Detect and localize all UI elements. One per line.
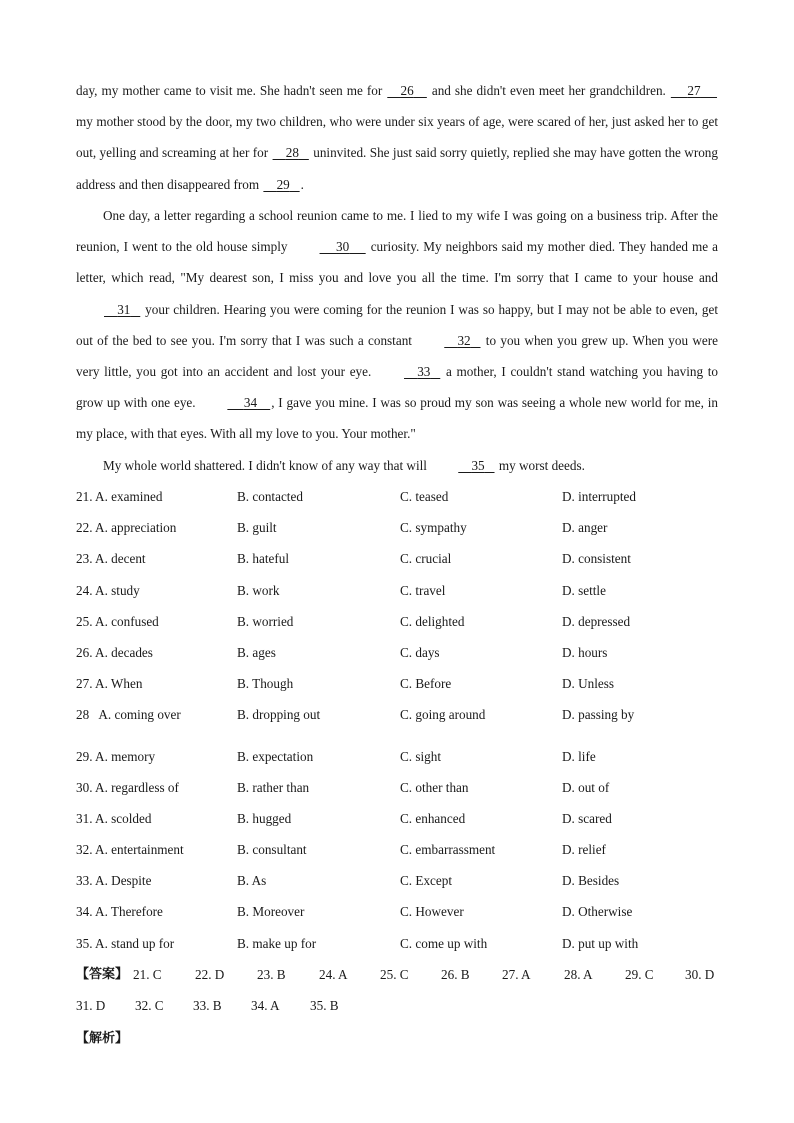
question-row-24 [76, 575, 726, 606]
question-row-22 [76, 512, 726, 543]
option-a: 29. A. memory [76, 748, 156, 764]
blank-32: 32 [457, 332, 471, 348]
option-a: 22. A. appreciation [76, 520, 177, 536]
question-row-31 [76, 803, 726, 834]
passage-text: One day, a letter regarding a school reunion came to me. I lied to my wife I was going on a business trip. After the reunion, I went to the old house simply [76, 208, 718, 255]
answer-item: 26. B [441, 967, 470, 982]
option-c: C. sympathy [400, 520, 467, 536]
answer-line-1 [76, 959, 726, 990]
question-row-25 [76, 606, 726, 637]
blank-27: 27 [687, 83, 701, 98]
passage-text: your children. Hearing you were coming for the reunion I was so happy, but I may not be able to even, get out of the bed to see you. I'm sorry that I was such a constant [76, 301, 718, 348]
passage-text: and she didn't even meet her grandchildren. [427, 83, 670, 98]
option-b: B. Moreover [237, 904, 305, 920]
option-b: B. work [237, 582, 280, 598]
option-b: B. worried [237, 613, 294, 629]
blank-31: 31 [117, 301, 131, 317]
question-row-28 [76, 699, 726, 730]
option-d: D. anger [562, 520, 608, 536]
option-b: B. hugged [237, 810, 292, 826]
passage-text: day, my mother came to visit me. She hadn't seen me for [76, 83, 387, 98]
option-d: D. put up with [562, 935, 639, 951]
answer-item: 25. C [380, 967, 409, 982]
option-d: D. depressed [562, 613, 631, 629]
option-c: C. delighted [400, 613, 465, 629]
option-b: B. contacted [237, 489, 303, 504]
option-c: C. days [400, 644, 440, 660]
question-row-30 [76, 772, 726, 803]
passage-text: My whole world shattered. I didn't know of any way that will [103, 458, 431, 473]
option-d: D. Unless [562, 676, 615, 692]
answer-item: 31. D [76, 998, 106, 1014]
analysis-label: 【解析】 [76, 1031, 129, 1046]
option-a: 21. A. examined [76, 489, 163, 504]
passage-text: curiosity. My neighbors said my mother died. They handed me a letter, which read, "My dearest son, I miss you and love you all the time. I'm sorry that I came to your house and [76, 239, 718, 286]
option-b: B. consultant [237, 842, 307, 858]
option-a: 33. A. Despite [76, 873, 152, 889]
option-d: D. interrupted [562, 489, 636, 504]
answer-item: 29. C [625, 967, 654, 982]
analysis-heading [76, 1022, 128, 1054]
answer-item: 28. A [564, 967, 593, 982]
blank-34: 34 [243, 395, 258, 411]
question-row-34 [76, 896, 726, 927]
option-d: D. scared [562, 810, 612, 826]
blank-28: 28 [285, 145, 299, 161]
option-c: C. crucial [400, 551, 452, 567]
passage-paragraph-2 [76, 200, 718, 450]
option-c: C. embarrassment [400, 842, 496, 858]
answer-item: 24. A [319, 967, 348, 982]
question-options [76, 481, 726, 959]
passage-text: my mother stood by the door, my two children, who were under six years of age, were scared of her, just asked her to get out, yelling and screaming at her for [76, 114, 718, 161]
option-b: B. make up for [237, 935, 317, 951]
option-d: D. settle [562, 582, 606, 598]
option-d: D. passing by [562, 707, 635, 723]
option-c: C. enhanced [400, 810, 466, 826]
option-a: 30. A. regardless of [76, 779, 179, 795]
blank-33: 33 [417, 364, 431, 380]
answer-item: 30. D [685, 967, 715, 982]
passage-text: to you when you grew up. When you were very little, you got into an accident and lost your eye. [76, 332, 718, 380]
question-row-23 [76, 543, 726, 574]
answer-item: 34. A [251, 998, 280, 1014]
option-c: C. However [400, 904, 464, 920]
option-d: D. relief [562, 842, 606, 858]
option-d: D. hours [562, 644, 608, 660]
answer-item: 27. A [502, 967, 531, 982]
option-a: 32. A. entertainment [76, 842, 184, 858]
option-a: 25. A. confused [76, 613, 159, 629]
answer-item: 33. B [193, 998, 222, 1014]
option-a: 23. A. decent [76, 551, 146, 567]
option-b: B. dropping out [237, 707, 321, 723]
answer-key [76, 959, 726, 1021]
option-a: 24. A. study [76, 582, 140, 598]
answer-item: 21. C [133, 967, 162, 982]
question-row-26 [76, 637, 726, 668]
answer-item: 35. B [310, 998, 339, 1014]
question-row-21 [76, 481, 726, 512]
option-a: 31. A. scolded [76, 810, 152, 826]
passage-text: a mother, I couldn't stand watching you having to grow up with one eye. [76, 364, 719, 411]
option-b: B. rather than [237, 779, 310, 795]
answer-item: 22. D [195, 967, 225, 982]
option-c: C. sight [400, 748, 442, 764]
option-a: 34. A. Therefore [76, 904, 163, 920]
option-c: C. going around [400, 707, 486, 723]
option-d: D. life [562, 748, 596, 764]
question-row-33 [76, 865, 726, 896]
question-row-27 [76, 668, 726, 699]
option-c: C. other than [400, 779, 469, 795]
answer-line-2 [76, 990, 726, 1021]
option-b: B. ages [237, 644, 276, 660]
answer-item: 32. C [135, 998, 164, 1014]
passage-text: uninvited. She just said sorry quietly, replied she may have gotten the wrong address and then disappeared from [76, 145, 718, 192]
question-row-29 [76, 741, 726, 772]
option-a: 35. A. stand up for [76, 935, 175, 951]
blank-35: 35 [471, 458, 485, 473]
blank-30: 30 [336, 239, 350, 255]
option-a: 26. A. decades [76, 644, 153, 660]
option-d: D. out of [562, 779, 610, 795]
option-c: C. teased [400, 489, 449, 504]
blank-26: 26 [400, 83, 414, 98]
passage-paragraph-1 [76, 75, 718, 200]
answer-item: 23. B [257, 967, 286, 982]
passage-text: , I gave you mine. I was so proud my son was seeing a whole new world for me, in my place, with that eyes. With all my love to you. Your mother." [76, 395, 718, 442]
option-b: B. Though [237, 676, 294, 692]
question-row-32 [76, 834, 726, 865]
option-a: 28 A. coming over [76, 707, 181, 723]
option-b: B. expectation [237, 748, 314, 764]
option-a: 27. A. When [76, 676, 143, 692]
passage-text: . [300, 176, 304, 192]
option-c: C. travel [400, 582, 446, 598]
blank-29: 29 [276, 176, 290, 192]
passage-paragraph-3 [76, 450, 718, 481]
answer-label: 【答案】 [76, 967, 129, 982]
passage-text: my worst deeds. [495, 458, 585, 473]
option-d: D. consistent [562, 551, 631, 567]
option-d: D. Otherwise [562, 904, 633, 920]
option-c: C. Before [400, 676, 452, 692]
option-b: B. As [237, 873, 267, 889]
option-b: B. hateful [237, 551, 290, 567]
option-b: B. guilt [237, 520, 277, 536]
option-c: C. come up with [400, 935, 488, 951]
question-row-35 [76, 928, 726, 959]
option-c: C. Except [400, 873, 453, 889]
option-d: D. Besides [562, 873, 620, 889]
